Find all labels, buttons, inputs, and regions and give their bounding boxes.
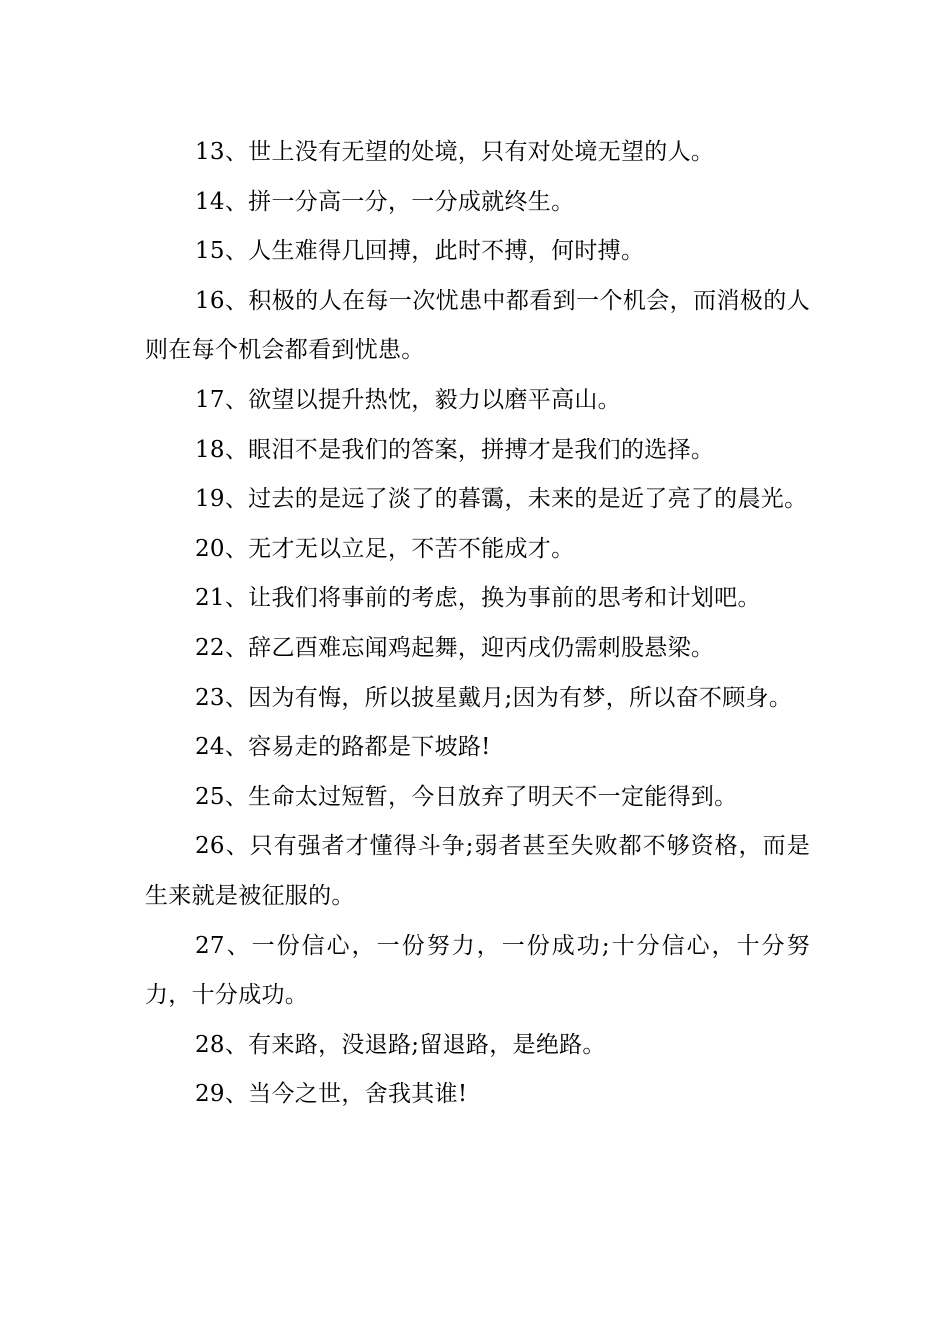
paragraph-26: 26、只有强者才懂得斗争;弱者甚至失败都不够资格，而是生来就是被征服的。 <box>145 833 810 909</box>
paragraph-18: 18、眼泪不是我们的答案，拼搏才是我们的选择。 <box>195 436 715 463</box>
document-body <box>145 128 810 1120</box>
paragraph-25: 25、生命太过短暂，今日放弃了明天不一定能得到。 <box>195 783 738 810</box>
paragraph-17: 17、欲望以提升热忱，毅力以磨平高山。 <box>195 386 621 413</box>
paragraph-22: 22、辞乙酉难忘闻鸡起舞，迎丙戌仍需刺股悬梁。 <box>195 634 715 661</box>
paragraph-23: 23、因为有悔，所以披星戴月;因为有梦，所以奋不顾身。 <box>195 684 793 711</box>
paragraph-15: 15、人生难得几回搏，此时不搏，何时搏。 <box>195 238 645 265</box>
paragraph-24: 24、容易走的路都是下坡路! <box>195 734 491 761</box>
paragraph-19: 19、过去的是远了淡了的暮霭，未来的是近了亮了的晨光。 <box>195 486 808 513</box>
paragraph-13: 13、世上没有无望的处境，只有对处境无望的人。 <box>195 139 715 165</box>
paragraph-28: 28、有来路，没退路;留退路，是绝路。 <box>195 1031 606 1058</box>
paragraph-21: 21、让我们将事前的考虑，换为事前的思考和计划吧。 <box>195 585 761 612</box>
paragraph-16: 16、积极的人在每一次忧患中都看到一个机会，而消极的人则在每个机会都看到忧患。 <box>145 287 810 364</box>
paragraph-29: 29、当今之世，舍我其谁! <box>195 1081 468 1108</box>
paragraph-20: 20、无才无以立足，不苦不能成才。 <box>195 535 575 562</box>
paragraph-27: 27、一份信心，一份努力，一份成功;十分信心，十分努力，十分成功。 <box>145 932 810 1009</box>
paragraph-14: 14、拼一分高一分，一分成就终生。 <box>195 188 575 215</box>
